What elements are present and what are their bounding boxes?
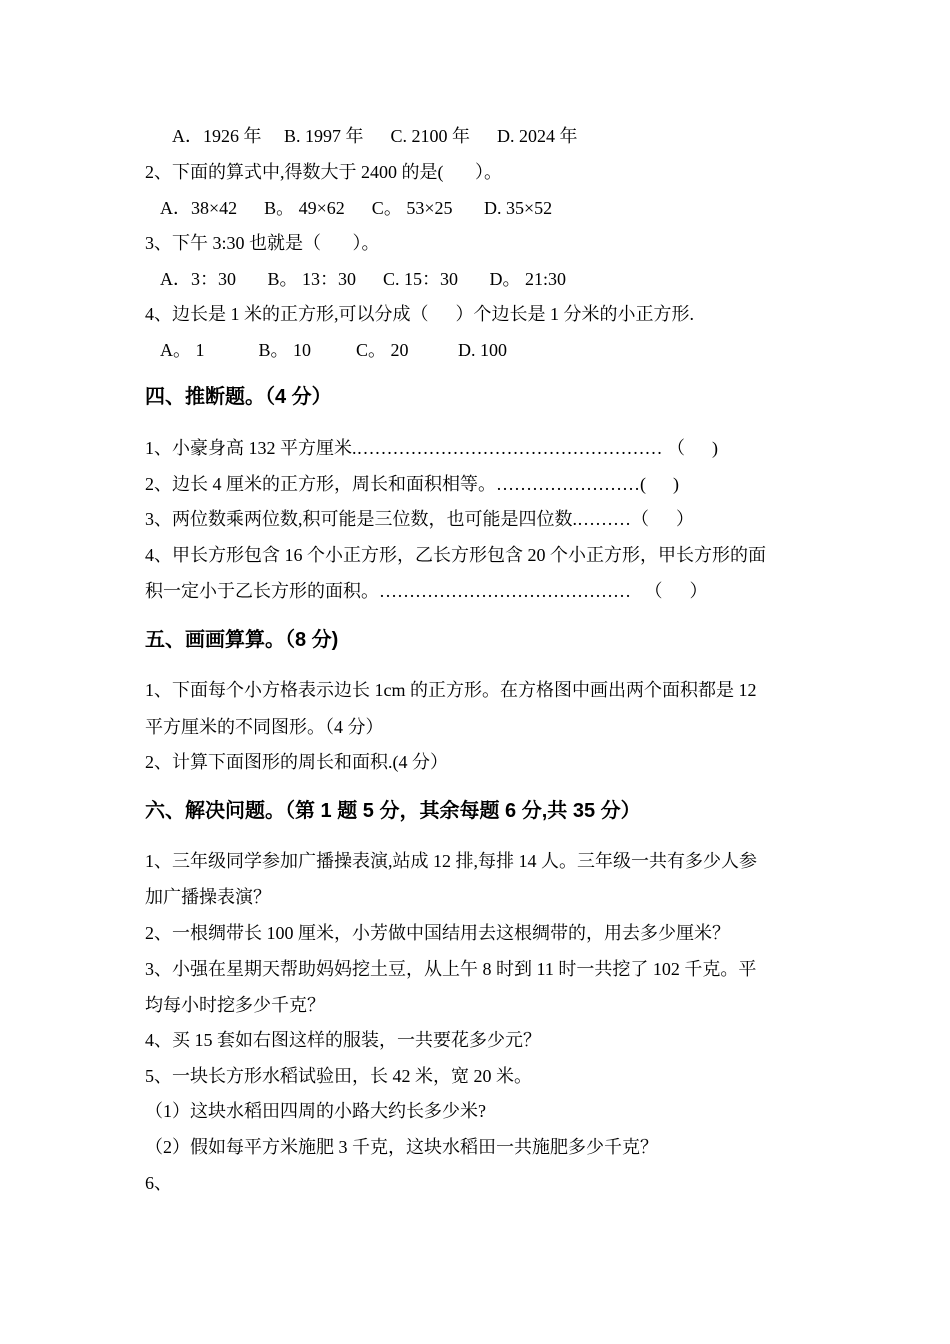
section-4-title: 四、推断题。（4 分） — [145, 386, 332, 408]
judge-item-1: 1、小豪身高 132 平方厘米.…………………………………………… （ ) — [145, 438, 718, 458]
problem-4: 4、买 15 套如右图这样的服装，一共要花多少元？ — [145, 1030, 541, 1050]
draw-item-1-cont: 平方厘米的不同图形。（4 分） — [145, 717, 384, 737]
question-4: 4、边长是 1 米的正方形,可以分成（ ）个边长是 1 分米的小正方形. — [145, 304, 694, 324]
mc-options-q2: A．38×42 B。 49×62 C。 53×25 D. 35×52 — [160, 198, 553, 218]
draw-item-1: 1、下面每个小方格表示边长 1cm 的正方形。在方格图中画出两个面积都是 12 — [145, 680, 757, 700]
judge-item-3: 3、两位数乘两位数,积可能是三位数，也可能是四位数.………（ ） — [145, 509, 694, 529]
problem-6: 6、 — [145, 1173, 172, 1193]
problem-1: 1、三年级同学参加广播操表演,站成 12 排,每排 14 人。三年级一共有多少人参 — [145, 851, 757, 871]
problem-5: 5、一块长方形水稻试验田，长 42 米，宽 20 米。 — [145, 1066, 532, 1086]
problem-3-cont: 均每小时挖多少千克？ — [145, 995, 325, 1015]
mc-options-q4: A。 1 B。 10 C。 20 D. 100 — [160, 340, 508, 360]
judge-item-4-cont: 积一定小于乙长方形的面积。…………………………………… （ ） — [145, 581, 708, 601]
question-2: 2、下面的算式中,得数大于 2400 的是( ）。 — [145, 162, 502, 182]
section-5-title: 五、画画算算。（8 分) — [145, 629, 339, 651]
mc-options-q3: A．3：30 B。 13：30 C. 15：30 D。 21:30 — [160, 269, 567, 289]
problem-3: 3、小强在星期天帮助妈妈挖土豆，从上午 8 时到 11 时一共挖了 102 千克。平 — [145, 959, 757, 979]
draw-item-2: 2、计算下面图形的周长和面积.(4 分） — [145, 752, 448, 772]
problem-5-part-1: （1）这块水稻田四周的小路大约长多少米? — [145, 1101, 486, 1121]
question-3: 3、下午 3:30 也就是（ ）。 — [145, 233, 380, 253]
judge-item-2: 2、边长 4 厘米的正方形，周长和面积相等。……………………( ) — [145, 474, 679, 494]
problem-2: 2、一根绸带长 100 厘米，小芳做中国结用去这根绸带的，用去多少厘米？ — [145, 923, 730, 943]
section-6-title: 六、解决问题。（第 1 题 5 分，其余每题 6 分,共 35 分） — [145, 800, 641, 822]
judge-item-4: 4、甲长方形包含 16 个小正方形，乙长方形包含 20 个小正方形，甲长方形的面 — [145, 545, 766, 565]
problem-1-cont: 加广播操表演？ — [145, 887, 271, 907]
problem-5-part-2: （2）假如每平方米施肥 3 千克，这块水稻田一共施肥多少千克？ — [145, 1137, 658, 1157]
mc-options-q1: A．1926 年 B. 1997 年 C. 2100 年 D. 2024 年 — [172, 126, 578, 146]
